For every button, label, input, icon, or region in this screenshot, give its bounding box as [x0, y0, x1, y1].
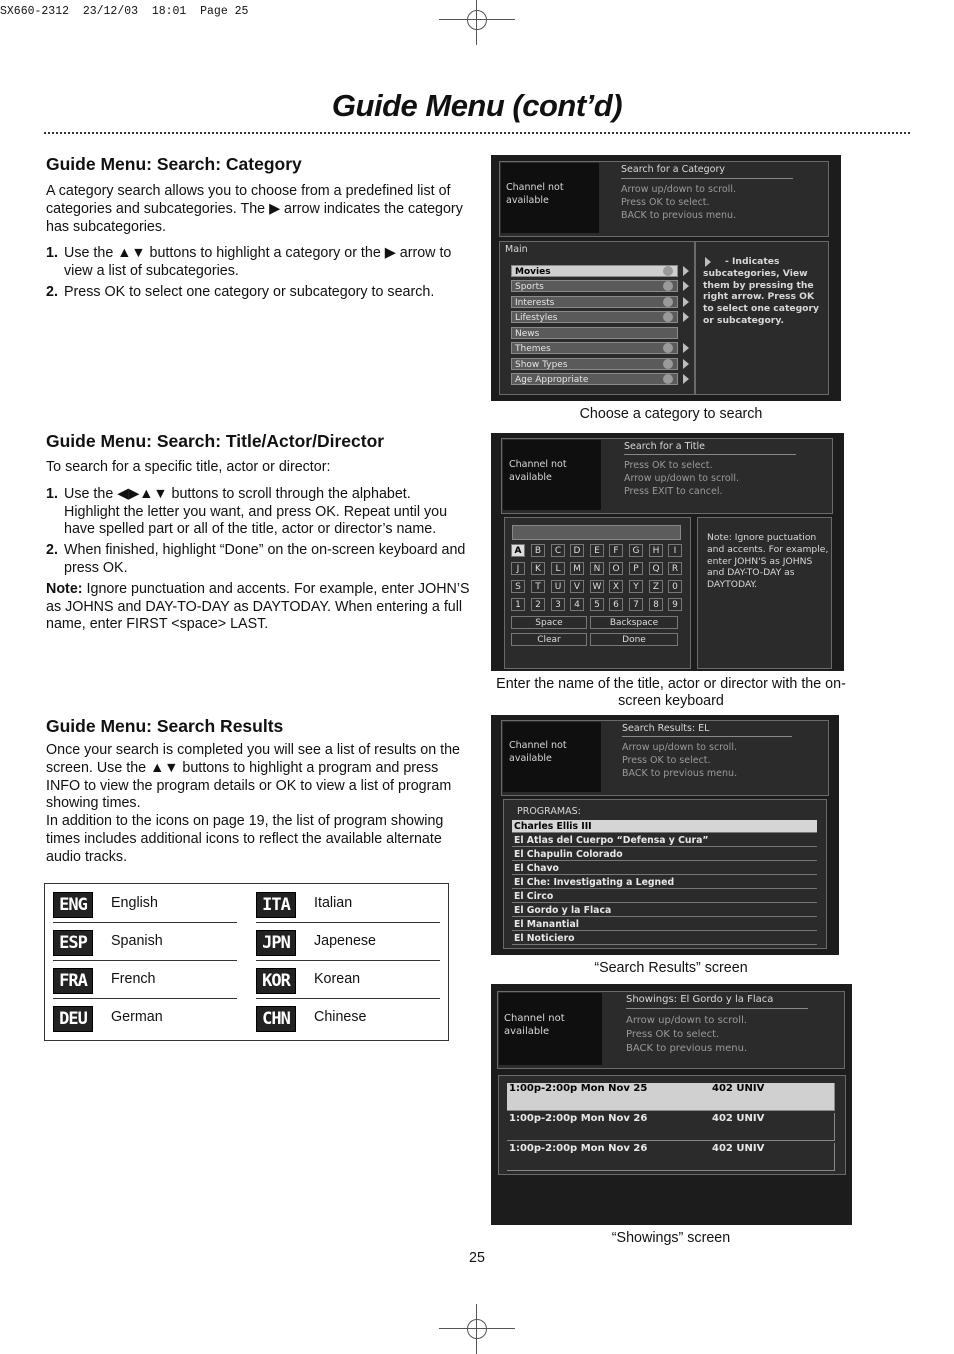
category-item[interactable]: Lifestyles — [511, 311, 678, 323]
help-line-3: BACK to previous menu. — [621, 210, 737, 221]
help-line-2: Press OK to select. — [622, 755, 711, 766]
result-item[interactable]: El Gordo y la Flaca — [512, 904, 817, 917]
backspace-key[interactable]: Backspace — [590, 616, 678, 629]
category-step-1: 1. Use the ▲▼ buttons to highlight a category or the ▶ arrow to view a list of subcategories. — [46, 245, 452, 280]
space-key[interactable]: Space — [511, 616, 587, 629]
keyboard-key[interactable]: 8 — [649, 598, 663, 611]
help-line-3: BACK to previous menu. — [626, 1043, 748, 1054]
category-item[interactable]: Interests — [511, 296, 678, 308]
keyboard-key[interactable]: Y — [629, 580, 643, 593]
keyboard-key[interactable]: 5 — [590, 598, 604, 611]
keyboard-key[interactable]: 6 — [609, 598, 623, 611]
result-item[interactable]: El Chapulin Colorado — [512, 848, 817, 861]
table-rule — [53, 960, 237, 961]
category-intro: A category search allows you to choose from a predefined list of categories and subcategories. The ▶ arrow indicates the category has subcategories. — [46, 183, 463, 235]
section-results-body — [46, 742, 470, 867]
table-rule — [53, 922, 237, 923]
keyboard-key[interactable]: 0 — [668, 580, 682, 593]
caption-category: Choose a category to search — [579, 406, 763, 422]
results-paragraph-1: Once your search is completed you will see a list of results on the screen. Use the ▲▼ buttons to highlight a program and press INFO to view the program details or OK to view a list of program showing times. — [46, 742, 461, 812]
result-item[interactable]: El Che: Investigating a Legned — [512, 876, 817, 889]
screen-title: Search Results: EL — [622, 723, 710, 734]
language-name: German — [111, 1009, 163, 1025]
language-name: French — [111, 971, 156, 987]
section-category-body — [46, 183, 470, 302]
subcategory-arrow-icon — [683, 374, 689, 384]
jpn-language-icon: JPN — [256, 930, 296, 956]
help-line-1: Press OK to select. — [624, 460, 713, 471]
keyboard-key[interactable]: E — [590, 544, 604, 557]
search-input[interactable] — [512, 525, 681, 540]
keyboard-key[interactable]: 7 — [629, 598, 643, 611]
showing-channel: 402 UNIV — [712, 1083, 765, 1094]
result-item[interactable]: El Noticiero — [512, 932, 817, 945]
keyboard-key[interactable]: A — [511, 544, 525, 557]
keyboard-key[interactable]: V — [570, 580, 584, 593]
subcategory-arrow-icon — [683, 297, 689, 307]
keyboard-key[interactable]: X — [609, 580, 623, 593]
keyboard-key[interactable]: F — [609, 544, 623, 557]
screen-category-search — [491, 155, 841, 401]
page-title: Guide Menu (cont’d) — [331, 88, 623, 123]
keyboard-key[interactable]: W — [590, 580, 604, 593]
scroll-knob-icon — [663, 312, 673, 322]
title-search-step-1: 1. Use the ◀▶▲▼ buttons to scroll through the alphabet. Highlight the letter you want, and press OK. Repeat until you have spelled part or all of the title, actor or director’s name. — [46, 485, 448, 538]
help-line-3: BACK to previous menu. — [622, 768, 738, 779]
channel-status: Channel not available — [506, 182, 564, 206]
language-name: Spanish — [111, 933, 163, 949]
table-rule — [256, 922, 440, 923]
note-text: Note: Ignore puctuation and accents. For example, enter JOHN'S as JOHNS and DAY-TO-DAY as DAYTODAY. — [707, 532, 829, 591]
clear-key[interactable]: Clear — [511, 633, 587, 646]
caption-search-results: “Search Results” screen — [594, 960, 748, 976]
language-name: Japenese — [314, 933, 377, 949]
title-search-step-2: 2. When finished, highlight “Done” on the on-screen keyboard and press OK. — [46, 542, 466, 576]
subcategory-arrow-icon — [683, 281, 689, 291]
eng-language-icon: ENG — [53, 892, 93, 918]
section-heading-category: Guide Menu: Search: Category — [46, 154, 302, 174]
result-item[interactable]: El Circo — [512, 890, 817, 903]
showing-time: 1:00p-2:00p Mon Nov 26 — [509, 1113, 648, 1124]
keyboard-key[interactable]: 4 — [570, 598, 584, 611]
help-line-1: Arrow up/down to scroll. — [622, 742, 737, 753]
fra-language-icon: FRA — [53, 968, 93, 994]
keyboard-key[interactable]: L — [551, 562, 565, 575]
keyboard-key[interactable]: O — [609, 562, 623, 575]
result-item[interactable]: El Atlas del Cuerpo “Defensa y Cura” — [512, 834, 817, 847]
kor-language-icon: KOR — [256, 968, 296, 994]
scroll-knob-icon — [663, 374, 673, 384]
scroll-knob-icon — [663, 343, 673, 353]
title-search-note: Note: Ignore punctuation and accents. For example, enter JOHN’S as JOHNS and DAY-TO-DAY as DAYTODAY. When entering a full name, enter FIRST <space> LAST. — [46, 580, 470, 633]
category-item[interactable]: Age Appropriate — [511, 373, 678, 385]
caption-title-search: Enter the name of the title, actor or director with the on-screen keyboard — [496, 676, 846, 709]
keyboard-key[interactable]: R — [668, 562, 682, 575]
keyboard-key[interactable]: 3 — [551, 598, 565, 611]
category-step-2: 2. Press OK to select one category or subcategory to search. — [46, 283, 435, 300]
section-title-search-body — [46, 459, 470, 634]
list-title: Main — [505, 244, 528, 255]
help-line-2: Arrow up/down to scroll. — [624, 473, 739, 484]
category-item[interactable]: Sports — [511, 280, 678, 292]
category-item[interactable]: Themes — [511, 342, 678, 354]
keyboard-key[interactable]: I — [668, 544, 682, 557]
showing-row[interactable] — [507, 1083, 835, 1111]
title-search-intro: To search for a specific title, actor or director: — [46, 459, 331, 475]
subcategory-arrow-icon — [683, 359, 689, 369]
help-line-2: Press OK to select. — [621, 197, 710, 208]
subcategory-arrow-icon — [683, 312, 689, 322]
category-item[interactable]: Show Types — [511, 358, 678, 370]
section-heading-title-search: Guide Menu: Search: Title/Actor/Director — [46, 431, 385, 451]
keyboard-key[interactable]: T — [531, 580, 545, 593]
page-number: 25 — [469, 1250, 485, 1266]
help-line-1: Arrow up/down to scroll. — [626, 1015, 748, 1026]
result-item[interactable]: El Manantial — [512, 918, 817, 931]
scroll-knob-icon — [663, 266, 673, 276]
list-title: PROGRAMAS: — [517, 806, 581, 817]
subcategory-arrow-icon — [683, 343, 689, 353]
keyboard-key[interactable]: 2 — [531, 598, 545, 611]
chn-language-icon: CHN — [256, 1006, 296, 1032]
result-item[interactable]: Charles Ellis III — [512, 820, 817, 833]
screen-title: Search for a Title — [624, 441, 705, 452]
keyboard-key[interactable]: D — [570, 544, 584, 557]
channel-status: Channel not available — [504, 1013, 565, 1037]
category-item[interactable]: Movies — [511, 265, 678, 277]
keyboard-key[interactable]: P — [629, 562, 643, 575]
section-heading-search-results: Guide Menu: Search Results — [46, 716, 284, 736]
keyboard-key[interactable]: Q — [649, 562, 663, 575]
result-item[interactable]: El Chavo — [512, 862, 817, 875]
category-item[interactable]: News — [511, 327, 678, 339]
channel-status: Channel not available — [509, 740, 567, 764]
keyboard-key[interactable]: K — [531, 562, 545, 575]
table-rule — [256, 998, 440, 999]
keyboard-key[interactable]: 9 — [668, 598, 682, 611]
keyboard-key[interactable]: J — [511, 562, 525, 575]
legend-text: - Indicates subcategories, View them by pressing the right arrow. Press OK to select one category or subcategory. — [703, 256, 819, 326]
results-paragraph-2: In addition to the icons on page 19, the list of program showing times includes additional icons to reflect the available alternate audio tracks. — [46, 813, 444, 865]
showing-row[interactable] — [507, 1113, 835, 1141]
keyboard-key[interactable]: B — [531, 544, 545, 557]
keyboard-key[interactable]: U — [551, 580, 565, 593]
help-line-3: Press EXIT to cancel. — [624, 486, 723, 497]
language-name: English — [111, 895, 158, 911]
language-icon-table — [44, 883, 449, 1041]
showing-channel: 402 UNIV — [712, 1113, 765, 1124]
showing-time: 1:00p-2:00p Mon Nov 25 — [509, 1083, 648, 1094]
done-key[interactable]: Done — [590, 633, 678, 646]
keyboard-key[interactable]: C — [551, 544, 565, 557]
screen-title-search — [491, 433, 844, 671]
help-line-2: Press OK to select. — [626, 1029, 720, 1040]
channel-status: Channel not available — [509, 459, 567, 483]
keyboard-key[interactable]: G — [629, 544, 643, 557]
keyboard-key[interactable]: 1 — [511, 598, 525, 611]
print-slug: SX660-2312 23/12/03 18:01 Page 25 — [0, 5, 249, 18]
screen-search-results — [491, 715, 839, 955]
deu-language-icon: DEU — [53, 1006, 93, 1032]
scroll-knob-icon — [663, 297, 673, 307]
screen-title: Search for a Category — [621, 164, 725, 175]
table-rule — [256, 960, 440, 961]
scroll-knob-icon — [663, 281, 673, 291]
screen-showings — [491, 984, 852, 1225]
crop-mark-top — [439, 7, 515, 33]
language-name: Chinese — [314, 1009, 367, 1025]
showing-channel: 402 UNIV — [712, 1143, 765, 1154]
keyboard-key[interactable]: N — [590, 562, 604, 575]
ita-language-icon: ITA — [256, 892, 296, 918]
table-rule — [53, 998, 237, 999]
scroll-knob-icon — [663, 359, 673, 369]
crop-mark-bottom — [439, 1316, 515, 1342]
screen-title: Showings: El Gordo y la Flaca — [626, 994, 774, 1005]
subcategory-arrow-icon — [683, 266, 689, 276]
language-name: Korean — [314, 971, 361, 987]
caption-showings: “Showings” screen — [611, 1230, 731, 1246]
help-line-1: Arrow up/down to scroll. — [621, 184, 736, 195]
keyboard-key[interactable]: Z — [649, 580, 663, 593]
title-divider — [44, 132, 910, 134]
keyboard-key[interactable]: S — [511, 580, 525, 593]
esp-language-icon: ESP — [53, 930, 93, 956]
language-name: Italian — [314, 895, 353, 911]
keyboard-key[interactable]: M — [570, 562, 584, 575]
keyboard-key[interactable]: H — [649, 544, 663, 557]
showing-time: 1:00p-2:00p Mon Nov 26 — [509, 1143, 648, 1154]
showing-row[interactable] — [507, 1143, 835, 1171]
